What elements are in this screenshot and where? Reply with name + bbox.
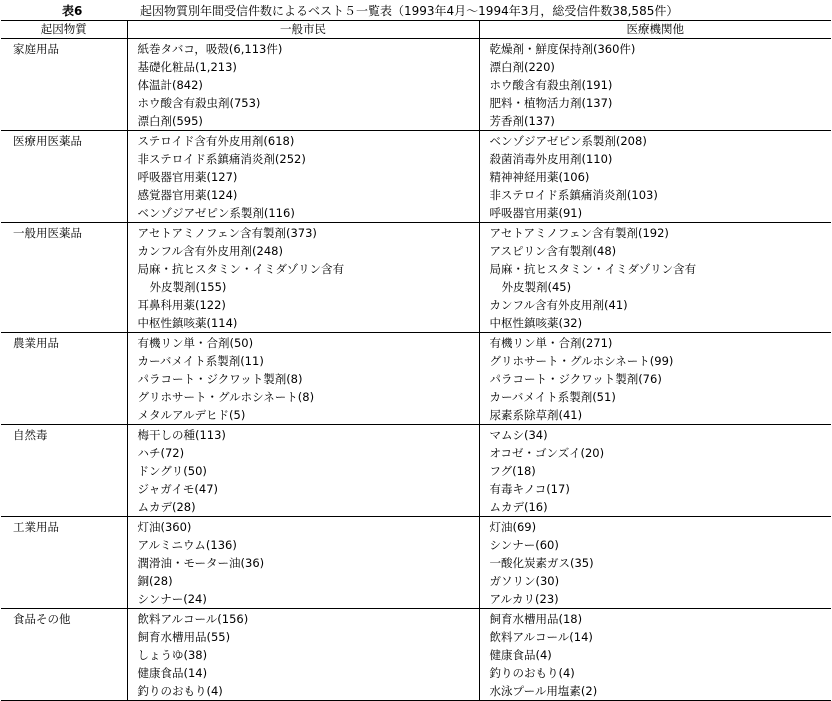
list-item: パラコート・ジクワット製剤(8) <box>137 372 303 386</box>
list-item: 非ステロイド系鎮痛消炎剤(103) <box>489 188 658 202</box>
list-item: 梅干しの種(113) <box>137 428 226 442</box>
category-cell: 医療用医薬品 <box>1 131 127 223</box>
list-item: オコゼ・ゴンズイ(20) <box>489 446 605 460</box>
category-cell: 食品その他 <box>1 609 127 701</box>
list-item: メタルアルデヒド(5) <box>137 408 246 422</box>
list-item: アルカリ(23) <box>489 592 559 606</box>
list-item: 漂白剤(595) <box>137 114 203 128</box>
table-row <box>1 333 831 425</box>
medical-items-cell <box>479 131 831 223</box>
header-public: 一般市民 <box>127 21 479 39</box>
list-item: 健康食品(4) <box>489 648 552 662</box>
poison-ranking-table <box>1 20 831 701</box>
list-item: 有毒キノコ(17) <box>489 482 570 496</box>
list-item: 中枢性鎮咳薬(114) <box>137 316 238 330</box>
list-item: 非ステロイド系鎮痛消炎剤(252) <box>137 152 306 166</box>
list-item: 精神神経用薬(106) <box>489 170 590 184</box>
list-item: 有機リン単・合剤(271) <box>489 336 613 350</box>
list-item: 局麻・抗ヒスタミン・イミダゾリン含有 <box>137 262 345 276</box>
list-item: ハチ(72) <box>137 446 185 460</box>
public-items-cell <box>127 223 479 333</box>
list-item: 感覚器官用薬(124) <box>137 188 238 202</box>
list-item: ムカデ(28) <box>137 500 196 514</box>
list-item: 肥料・植物活力剤(137) <box>489 96 613 110</box>
list-item: 紙巻タバコ，吸殻(6,113件) <box>137 42 283 56</box>
table-caption <box>0 3 832 19</box>
category-cell: 家庭用品 <box>1 39 127 131</box>
list-item: 耳鼻科用薬(122) <box>137 298 226 312</box>
medical-items-cell <box>479 223 831 333</box>
list-item: グリホサート・グルホシネート(99) <box>489 354 674 368</box>
list-item: アセトアミノフェン含有製剤(373) <box>137 226 317 240</box>
list-item: 呼吸器官用薬(91) <box>489 206 583 220</box>
list-item: ステロイド含有外皮用剤(618) <box>137 134 295 148</box>
list-item: フグ(18) <box>489 464 536 478</box>
category-cell: 自然毒 <box>1 425 127 517</box>
list-item: 灯油(69) <box>489 520 537 534</box>
list-item: 灯油(360) <box>137 520 192 534</box>
list-item: 乾燥剤・鮮度保持剤(360件) <box>489 42 636 56</box>
list-item: パラコート・ジクワット製剤(76) <box>489 372 662 386</box>
list-item: 一酸化炭素ガス(35) <box>489 556 594 570</box>
list-item: ガソリン(30) <box>489 574 560 588</box>
medical-items-cell <box>479 39 831 131</box>
list-item: 呼吸器官用薬(127) <box>137 170 238 184</box>
list-item: ホウ酸含有殺虫剤(191) <box>489 78 613 92</box>
list-item: カンフル含有外皮用剤(41) <box>489 298 628 312</box>
list-item: ホウ酸含有殺虫剤(753) <box>137 96 261 110</box>
list-item: カーバメイト系製剤(11) <box>137 354 264 368</box>
medical-items-cell <box>479 333 831 425</box>
public-items-cell <box>127 517 479 609</box>
list-item: 健康食品(14) <box>137 666 208 680</box>
list-item: 尿素系除草剤(41) <box>489 408 583 422</box>
category-cell: 一般用医薬品 <box>1 223 127 333</box>
list-item: 基礎化粧品(1,213) <box>137 60 237 74</box>
list-item: 飼育水槽用品(18) <box>489 612 583 626</box>
public-items-cell <box>127 39 479 131</box>
header-medical: 医療機関他 <box>479 21 831 39</box>
list-item: 銅(28) <box>137 574 173 588</box>
list-item: 飲料アルコール(14) <box>489 630 593 644</box>
list-item: アスピリン含有製剤(48) <box>489 244 617 258</box>
public-items-cell <box>127 131 479 223</box>
table-row <box>1 131 831 223</box>
list-item: シンナー(60) <box>489 538 559 552</box>
medical-items-cell <box>479 609 831 701</box>
list-item: 外皮製剤(155) <box>149 280 227 294</box>
medical-items-cell <box>479 425 831 517</box>
list-item: 殺菌消毒外皮用剤(110) <box>489 152 613 166</box>
list-item: 飲料アルコール(156) <box>137 612 249 626</box>
list-item: グリホサート・グルホシネート(8) <box>137 390 315 404</box>
table-body <box>1 39 831 701</box>
category-cell: 農業用品 <box>1 333 127 425</box>
public-items-cell <box>127 609 479 701</box>
table-row <box>1 39 831 131</box>
list-item: 体温計(842) <box>137 78 203 92</box>
list-item: 外皮製剤(45) <box>501 280 572 294</box>
list-item: アルミニウム(136) <box>137 538 237 552</box>
list-item: 釣りのおもり(4) <box>137 684 223 698</box>
list-item: カンフル含有外皮用剤(248) <box>137 244 283 258</box>
list-item: ドングリ(50) <box>137 464 207 478</box>
list-item: 釣りのおもり(4) <box>489 666 575 680</box>
list-item: ベンゾジアゼピン系製剤(208) <box>489 134 647 148</box>
table-number: 表6 <box>62 4 83 18</box>
list-item: アセトアミノフェン含有製剤(192) <box>489 226 669 240</box>
list-item: 芳香剤(137) <box>489 114 555 128</box>
public-items-cell <box>127 333 479 425</box>
list-item: ジャガイモ(47) <box>137 482 219 496</box>
public-items-cell <box>127 425 479 517</box>
table-row <box>1 609 831 701</box>
list-item: マムシ(34) <box>489 428 548 442</box>
table-row <box>1 223 831 333</box>
medical-items-cell <box>479 517 831 609</box>
list-item: シンナー(24) <box>137 592 207 606</box>
header-category: 起因物質 <box>1 21 127 39</box>
table-row <box>1 425 831 517</box>
table-title: 起因物質別年間受信件数によるベスト５一覧表（1993年4月～1994年3月，総受信件数38,585件） <box>140 4 679 18</box>
list-item: ベンゾジアゼピン系製剤(116) <box>137 206 295 220</box>
list-item: 漂白剤(220) <box>489 60 555 74</box>
table-row <box>1 517 831 609</box>
list-item: しょうゆ(38) <box>137 648 208 662</box>
list-item: 水泳プール用塩素(2) <box>489 684 598 698</box>
list-item: カーバメイト系製剤(51) <box>489 390 616 404</box>
list-item: 有機リン単・合剤(50) <box>137 336 254 350</box>
list-item: 中枢性鎮咳薬(32) <box>489 316 583 330</box>
header-row <box>1 21 831 39</box>
list-item: 潤滑油・モーター油(36) <box>137 556 265 570</box>
category-cell: 工業用品 <box>1 517 127 609</box>
list-item: ムカデ(16) <box>489 500 548 514</box>
list-item: 局麻・抗ヒスタミン・イミダゾリン含有 <box>489 262 697 276</box>
list-item: 飼育水槽用品(55) <box>137 630 231 644</box>
